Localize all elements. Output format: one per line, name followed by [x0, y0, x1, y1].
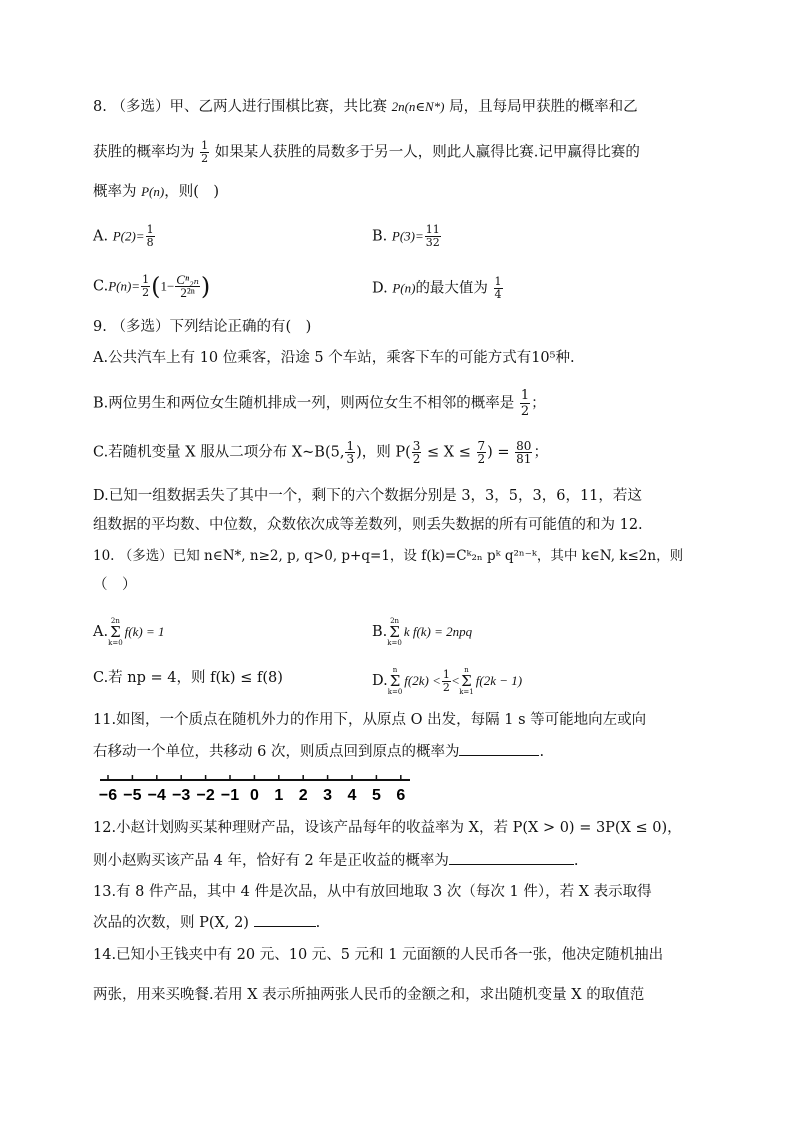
numerator: 1 — [142, 273, 150, 286]
option-label: C. — [93, 278, 109, 295]
option-label: D. — [372, 280, 388, 297]
q8-line3 — [93, 182, 219, 202]
period: . — [315, 915, 321, 931]
fraction — [412, 440, 422, 465]
tick-label: −5 — [123, 787, 142, 804]
q9-option-a: A.公共汽车上有 10 位乘客，沿途 5 个车站，乘客下车的可能方式有10⁵种. — [93, 350, 575, 366]
fraction — [146, 224, 155, 249]
q8-text: 8. （多选）甲、乙两人进行围棋比赛，共比赛 — [93, 99, 392, 115]
option-label: D. — [372, 673, 388, 689]
q9-option-d-line2: 组数据的平均数、中位数，众数依次成等差数列，则丢失数据的所有可能值的和为 12. — [93, 517, 643, 533]
denominator: 2 — [442, 680, 450, 694]
numerator: 1 — [201, 139, 209, 152]
fraction — [425, 224, 441, 249]
denominator: 4 — [494, 288, 502, 301]
q8-text-6: ，则( ) — [164, 184, 220, 200]
option-math-inner: 1− — [160, 278, 175, 294]
q10-option-a — [93, 617, 164, 647]
q10-option-d — [372, 666, 522, 696]
numerator: 1 — [346, 439, 355, 453]
numerator: Cⁿ₂ₙ — [176, 272, 199, 287]
fraction — [442, 669, 451, 694]
denominator: 3 — [346, 452, 355, 466]
q10-line1: 10. （多选）已知 n∈N*, n≥2, p, q>0, p+q=1，设 f(k)=Cᵏ₂ₙ pᵏ q²ⁿ⁻ᵏ，其中 k∈N, k≤2n，则 — [93, 548, 684, 564]
sum-upper: 2n — [390, 617, 400, 625]
sum-upper: n — [392, 666, 398, 674]
tick-label: −1 — [220, 787, 240, 804]
q8-line2 — [93, 140, 640, 165]
q11-line2 — [93, 741, 544, 762]
numerator: 1 — [442, 667, 450, 681]
option-math: P(3)= — [391, 228, 424, 244]
denominator: 8 — [146, 236, 154, 249]
fraction — [494, 276, 503, 301]
sum-upper: 2n — [110, 617, 120, 625]
option-label: A. — [93, 228, 109, 245]
denominator: 2 — [477, 452, 486, 466]
denominator: 2 — [142, 286, 150, 299]
fraction — [345, 440, 355, 465]
q8-math: 2n(n∈N*) — [391, 99, 445, 114]
q8-text-3: 获胜的概率均为 — [93, 144, 200, 161]
q8-text-4: 如果某人获胜的局数多于另一人，则此人赢得比赛.记甲赢得比赛的 — [210, 144, 640, 161]
paren-open: ( — [151, 272, 161, 301]
option-text: B.两位男生和两位女生随机排成一列，则两位女生不相邻的概率是 — [93, 395, 519, 412]
tick-label: 2 — [298, 787, 308, 804]
option-math: k f(k) = 2npq — [403, 624, 473, 639]
q12-text: 则小赵购买该产品 4 年，恰好有 2 年是正收益的概率为 — [93, 853, 449, 869]
sigma: Σ — [389, 672, 401, 690]
fraction — [515, 440, 532, 465]
q12-line1: 12.小赵计划购买某种理财产品，设该产品每年的收益率为 X，若 P(X > 0) = 3P(X ≤ 0)， — [93, 820, 682, 836]
q13-text: 次品的次数，则 P(X, 2) — [93, 915, 249, 931]
q12-line2 — [93, 850, 579, 871]
sum-symbol — [459, 666, 474, 696]
tick-label: 3 — [323, 787, 333, 804]
q8-option-b — [372, 224, 442, 249]
tick-label: −6 — [98, 787, 118, 804]
numerator: 1 — [494, 275, 502, 288]
q8-option-a — [93, 224, 156, 249]
answer-blank[interactable] — [254, 912, 316, 927]
option-text-3: ≤ X ≤ — [422, 444, 476, 461]
q8-math-2: P(n) — [141, 184, 165, 199]
paren-close: ) — [200, 272, 211, 301]
q11-line1: 11.如图，一个质点在随机外力的作用下，从原点 O 出发，每隔 1 s 等可能地向左或向 — [93, 712, 647, 728]
tick-label: 1 — [274, 787, 284, 804]
sum-symbol — [388, 666, 403, 696]
numerator: 1 — [146, 223, 154, 236]
numerator: 3 — [412, 439, 421, 453]
tick-label: 6 — [396, 787, 406, 804]
option-label: B. — [372, 228, 388, 245]
option-math: P(n) — [392, 280, 416, 296]
q14-line2: 两张，用来买晚餐.若用 X 表示所抽两张人民币的金额之和，求出随机变量 X 的取值范 — [93, 987, 645, 1003]
q9-option-b — [93, 388, 546, 419]
option-math: f(k) = 1 — [124, 624, 165, 639]
numerator: 7 — [477, 439, 486, 453]
option-label: B. — [372, 624, 388, 640]
sigma: Σ — [389, 623, 400, 641]
tick-label: −4 — [147, 787, 166, 804]
q8-line1 — [93, 97, 638, 117]
sum-lower: k=0 — [108, 639, 123, 647]
q11-text: 右移动一个单位，共移动 6 次，则质点回到原点的概率为 — [93, 744, 460, 760]
option-math: P(n)= — [108, 278, 141, 294]
fraction — [141, 274, 150, 299]
sum-lower: k=1 — [459, 688, 474, 696]
q10-option-b — [372, 617, 472, 647]
q8-option-c — [93, 274, 210, 299]
numerator: 1 — [520, 388, 530, 403]
option-label: A. — [93, 624, 109, 640]
q8-text-5: 概率为 — [93, 184, 142, 200]
option-text-4: ) = — [487, 444, 515, 461]
tick-label: 5 — [371, 787, 381, 804]
sigma: Σ — [110, 623, 121, 641]
fraction — [175, 274, 200, 299]
answer-blank[interactable] — [459, 741, 539, 756]
option-text-2: )，则 P( — [356, 444, 411, 461]
numerator: 80 — [516, 439, 532, 453]
q9-stem: 9. （多选）下列结论正确的有( ) — [93, 319, 312, 335]
sum-symbol — [108, 617, 123, 647]
q9-option-c — [93, 440, 548, 465]
denominator: 81 — [516, 452, 532, 466]
option-math: P(2)= — [112, 228, 145, 244]
q8-option-d — [372, 276, 504, 301]
fraction — [477, 440, 487, 465]
option-text: 的最大值为 — [415, 280, 493, 297]
q8-text-2: 局，且每局甲获胜的概率和乙 — [444, 99, 638, 115]
number-line-figure — [95, 770, 425, 810]
denominator: 2 — [412, 452, 421, 466]
sum-upper: n — [464, 666, 469, 674]
q9-option-d-line1: D.已知一组数据丢失了其中一个，剩下的六个数据分别是 3，3，5，3，6，11，若这 — [93, 488, 642, 504]
sigma: Σ — [461, 672, 472, 690]
denominator: 32 — [425, 236, 440, 249]
fraction — [520, 388, 530, 419]
numerator: 11 — [425, 223, 440, 236]
option-math: f(2k) < — [404, 673, 441, 688]
sum-lower: k=0 — [387, 639, 402, 647]
q14-line1: 14.已知小王钱夹中有 20 元、10 元、5 元和 1 元面额的人民币各一张，他决定随机抽出 — [93, 947, 664, 963]
option-math-2: f(2k − 1) — [475, 673, 523, 688]
tick-label: 0 — [249, 787, 259, 804]
q10-line2: （ ） — [93, 577, 137, 593]
q13-line2 — [93, 912, 320, 933]
tick-label: −2 — [196, 787, 215, 804]
sum-symbol — [387, 617, 402, 647]
answer-blank[interactable] — [449, 850, 574, 865]
q13-line1: 13.有 8 件产品，其中 4 件是次品，从中有放回地取 3 次（每次 1 件），若 X 表示取得 — [93, 884, 652, 900]
option-text-2: ； — [531, 395, 546, 412]
less-than: < — [451, 673, 460, 688]
fraction — [200, 140, 209, 165]
denominator: 2²ⁿ — [180, 285, 195, 300]
option-text-5: ； — [533, 444, 548, 461]
denominator: 2 — [201, 152, 209, 165]
sum-lower: k=0 — [387, 688, 403, 696]
q10-option-c: C.若 np = 4，则 f(k) ≤ f(8) — [93, 670, 283, 686]
denominator: 2 — [520, 404, 530, 419]
option-text: C.若随机变量 X 服从二项分布 X~B(5, — [93, 444, 345, 461]
period: . — [573, 853, 579, 869]
tick-label: −3 — [172, 787, 191, 804]
tick-label: 4 — [347, 787, 357, 804]
period: . — [539, 744, 545, 760]
